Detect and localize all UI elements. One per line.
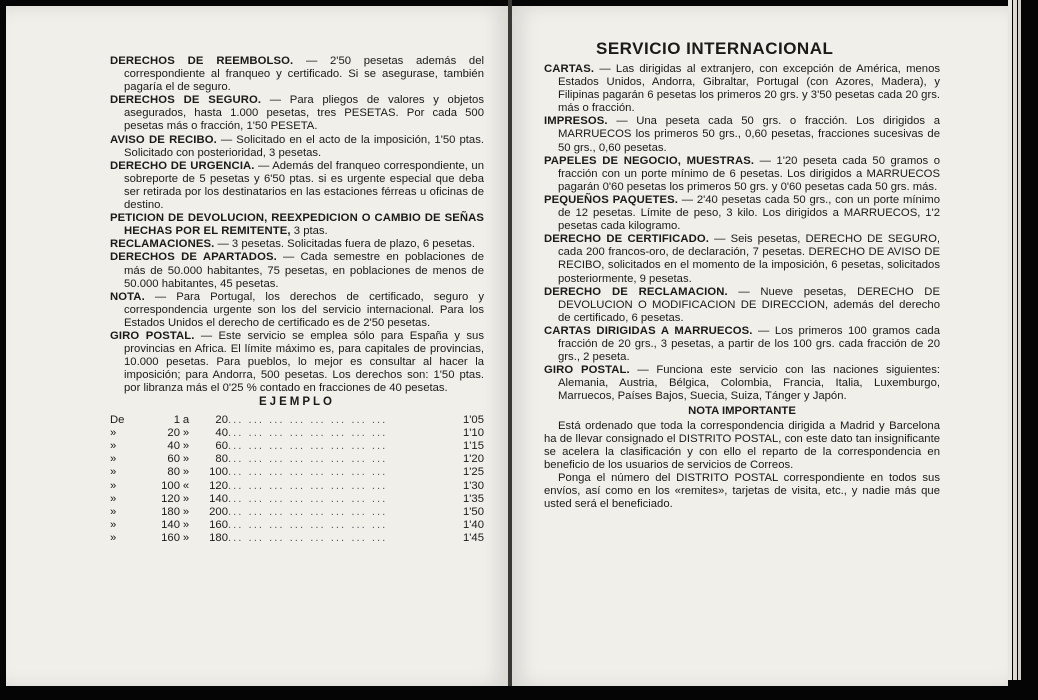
entry-paragraph [544,155,940,194]
entry-text: — 3 pesetas. Solicitadas fuera de plazo, 6 pesetas. [214,238,475,251]
entry-paragraph [544,115,940,154]
entry-text: — Para pliegos de valores y objetos asegurados, hasta 1.000 pesetas, tres PESETAS. Por cada 500 pesetas más o fracción, 1'50 PESETA. [124,94,484,133]
ejemplo-cell-from: 1 [173,413,180,426]
ejemplo-cell-from: 20 [167,426,180,439]
entry-text: — Las dirigidas al extranjero, con excepción de América, menos Estados Unidos, Andorra, Gibraltar, Portugal (con Azores, Madera), y Filipinas pagarán 6 pesetas los primeros 20 grs. y 3'50 pesetas cada 20 grs. más o fracción. [558,63,940,115]
entry-paragraph [110,55,484,94]
entry-text: — Nueve pesetas, DERECHO DE DEVOLUCION O MODIFICACION DE DIRECCION, además del derecho de certificado, 6 pesetas. [558,285,940,324]
ejemplo-cell-from: 160 [161,532,180,545]
entry-text: — Para Portugal, los derechos de certificado, seguro y correspondencia urgente son los del servicio internacional. Para los Estados Unidos el derecho de certificado es de 2'50 pesetas. [124,290,484,329]
left-entries [110,55,484,395]
entry-text: — Los primeros 100 gramos cada fracción de 20 grs., 3 pesetas, a partir de los 100 grs. cada fracción de 20 grs., 2 peseta. [558,324,940,364]
page-edge [1018,0,1021,680]
ejemplo-cell-sep: » [182,439,190,452]
leader-dots: ... ... ... ... ... ... ... ... [228,466,388,479]
ejemplo-row [110,480,484,493]
right-entries [544,63,940,403]
entry-text: — 2'40 pesetas cada 50 grs., con un porte mínimo de 12 pesetas. Límite de peso, 3 kilo. Los dirigidos a MARRUECOS, 1'2 pesetas cada kilogramo. [558,193,940,233]
entry-text: — Cada semestre en poblaciones de más de 50.000 habitantes, 75 pesetas, en poblaciones de menos de 50.000 habitantes, 45 pesetas. [124,251,484,290]
entry-heading: DERECHOS DE APARTADOS. [110,251,277,264]
entry-text: 3 ptas. [290,225,328,238]
leader-dots: ... ... ... ... ... ... ... ... [228,519,388,532]
entry-heading: PAPELES DE NEGOCIO, MUESTRAS. [544,154,755,167]
ejemplo-cell-sep: » [182,532,190,545]
entry-text: — 1'20 peseta cada 50 gramos o fracción con un porte mínimo de 6 pesetas. Los dirigidos a MARRUECOS pagarán 0'60 pesetas los primeros 50 grs. y 0'60 pesetas cada 50 grs. más. [558,154,940,193]
entry-text: — Funciona este servicio con las naciones siguientes: Alemania, Austria, Bélgica, Colombia, Francia, Italia, Luxemburgo, Marruecos, Países Bajos, Suecia, Suiza, Tánger y Japón. [558,364,940,403]
leader-dots: ... ... ... ... ... ... ... ... [228,532,388,545]
entry-heading: DERECHO DE RECLAMACION. [544,285,728,298]
right-page [512,6,1008,686]
ejemplo-cell-from: 140 [161,519,180,532]
ejemplo-row [110,506,484,519]
ejemplo-cell-from: 100 [161,479,180,492]
ejemplo-cell-to: 180 [209,532,228,545]
page-title: SERVICIO INTERNACIONAL [596,39,834,58]
entry-heading: DERECHO DE CERTIFICADO. [544,233,710,246]
ejemplo-cell-a: De [110,413,125,426]
ejemplo-cell-to: 160 [209,519,228,532]
ejemplo-title: EJEMPLO [259,396,335,409]
page-edge [1013,0,1017,680]
ejemplo-cell-value: 1'20 [462,453,484,466]
ejemplo-row [110,414,484,427]
ejemplo-cell-from: 120 [161,492,180,505]
ejemplo-cell-to: 80 [215,453,228,466]
ejemplo-cell-a: » [110,426,117,439]
entry-paragraph [110,160,484,212]
ejemplo-cell-value: 1'35 [462,492,484,505]
ejemplo-cell-sep: » [182,466,190,479]
page-edge [1008,0,1012,680]
leader-dots: ... ... ... ... ... ... ... ... [228,413,388,426]
ejemplo-cell-value: 1'50 [462,505,484,518]
ejemplo-row [110,532,484,545]
ejemplo-cell-a: » [110,439,117,452]
entry-heading: AVISO DE RECIBO. [110,133,217,146]
ejemplo-cell-sep: » [182,426,190,439]
entry-paragraph [544,233,940,285]
leader-dots: ... ... ... ... ... ... ... ... [228,492,388,505]
ejemplo-cell-value: 1'30 [462,479,484,492]
ejemplo-cell-value: 1'05 [462,413,484,426]
entry-heading: PETICION DE DEVOLUCION, REEXPEDICION O CAMBIO DE SEÑAS HECHAS POR EL REMITENTE, [110,212,484,238]
ejemplo-cell-to: 20 [215,413,228,426]
entry-heading: IMPRESOS. [544,115,608,128]
ejemplo-cell-a: » [110,532,117,545]
entry-paragraph [544,63,940,115]
ejemplo-cell-value: 1'25 [462,466,484,479]
ejemplo-cell-sep: » [182,505,190,518]
ejemplo-row [110,427,484,440]
ejemplo-cell-from: 80 [167,466,180,479]
entry-paragraph [110,94,484,133]
ejemplo-cell-sep: » [182,519,190,532]
nota-importante-title: NOTA IMPORTANTE [688,405,796,418]
ejemplo-cell-sep: a [182,413,190,426]
entry-paragraph [110,330,484,395]
ejemplo-cell-to: 40 [215,426,228,439]
ejemplo-row [110,493,484,506]
entry-paragraph [544,364,940,403]
entry-text: — Este servicio se emplea sólo para España y sus provincias en Africa. El límite máximo es, para capitales de provincias, 10.000 pesetas. Para pueblos, lo mejor es consultar al hacer la imposición; para Andorra, 500 pesetas. Los derechos son: 1'50 ptas. por libranza más el 0'25 % contado en fracciones de 40 pesetas. [124,329,484,395]
ejemplo-cell-a: » [110,479,117,492]
entry-paragraph [110,251,484,290]
nota-paragraph: Ponga el número del DISTRITO POSTAL correspondiente en todos sus envíos, así como en los «remites», tarjetas de visita, etc., y nadie más que usted será el beneficiado. [544,471,940,511]
entry-heading: GIRO POSTAL. [110,329,195,342]
ejemplo-cell-to: 200 [209,505,228,518]
entry-text: — Una peseta cada 50 grs. o fracción. Los dirigidos a MARRUECOS los primeros 50 grs., 0,60 pesetas, fracciones sucesivas de 50 grs., 0,60 pesetas. [558,115,940,154]
entry-heading: DERECHO DE URGENCIA. [110,159,255,172]
entry-text: — Además del franqueo correspondiente, un sobreporte de 5 pesetas y 6'50 ptas. si es urgente especial que deba ser retirada por los destinatarios en las estaciones férreas u oficinas de destino. [124,159,484,212]
ejemplo-cell-a: » [110,519,117,532]
ejemplo-cell-a: » [110,505,117,518]
entry-heading: DERECHOS DE REEMBOLSO. [110,55,294,67]
ejemplo-cell-from: 180 [161,505,180,518]
entry-heading: GIRO POSTAL. [544,364,630,377]
nota-paragraph: Está ordenado que toda la correspondencia dirigida a Madrid y Barcelona ha de llevar consignado el DISTRITO POSTAL, con este dato tan insignificante se acelera la clasificación y con ello el reparto de la correspondencia en beneficio de los usuarios de servicios de Correos. [544,419,940,471]
entry-paragraph [110,291,484,330]
ejemplo-cell-sep: » [182,492,190,505]
ejemplo-cell-from: 60 [167,453,180,466]
entry-paragraph [544,286,940,325]
ejemplo-cell-value: 1'40 [462,519,484,532]
left-column [110,55,484,546]
ejemplo-cell-value: 1'45 [462,532,484,545]
entry-paragraph [110,238,484,251]
ejemplo-cell-a: » [110,466,117,479]
ejemplo-cell-sep: « [182,479,190,492]
entry-paragraph [544,325,940,364]
ejemplo-cell-from: 40 [167,439,180,452]
entry-heading: CARTAS DIRIGIDAS A MARRUECOS. [544,324,753,337]
ejemplo-row [110,519,484,532]
leader-dots: ... ... ... ... ... ... ... ... [228,439,388,452]
ejemplo-cell-value: 1'15 [462,439,484,452]
entry-text: — 2'50 pesetas además del correspondiente al franqueo y certificado. Si se asegurase, también pagaría el de seguro. [124,55,485,94]
entry-heading: RECLAMACIONES. [110,238,215,251]
entry-heading: PEQUEÑOS PAQUETES. [544,193,679,206]
entry-heading: NOTA. [110,290,145,303]
entry-text: — Solicitado en el acto de la imposición, 1'50 ptas. Solicitado con posterioridad, 3 pesetas. [124,133,484,159]
leader-dots: ... ... ... ... ... ... ... ... [228,505,388,518]
ejemplo-cell-to: 100 [209,466,228,479]
ejemplo-table [110,414,484,546]
entry-text: — Seis pesetas, DERECHO DE SEGURO, cada 200 francos-oro, de declaración, 7 pesetas. DERECHO DE AVISO DE RECIBO, solicitados en el momento de la imposición, 6 pesetas, solicitados posteriormente, 9 pesetas. [558,233,940,285]
right-column [544,63,940,511]
ejemplo-cell-sep: » [182,453,190,466]
ejemplo-cell-to: 140 [209,492,228,505]
ejemplo-cell-value: 1'10 [462,426,484,439]
leader-dots: ... ... ... ... ... ... ... ... [228,453,388,466]
entry-paragraph [110,134,484,160]
ejemplo-cell-to: 60 [215,439,228,452]
ejemplo-row [110,466,484,479]
leader-dots: ... ... ... ... ... ... ... ... [228,426,388,439]
entry-paragraph [544,194,940,233]
ejemplo-cell-a: » [110,492,117,505]
ejemplo-row [110,453,484,466]
entry-paragraph [110,212,484,238]
entry-heading: CARTAS. [544,63,595,75]
leader-dots: ... ... ... ... ... ... ... ... [228,479,388,492]
nota-importante-body [544,420,940,512]
ejemplo-row [110,440,484,453]
ejemplo-cell-to: 120 [209,479,228,492]
entry-heading: DERECHOS DE SEGURO. [110,94,262,107]
left-page [6,6,508,686]
ejemplo-cell-a: » [110,453,117,466]
